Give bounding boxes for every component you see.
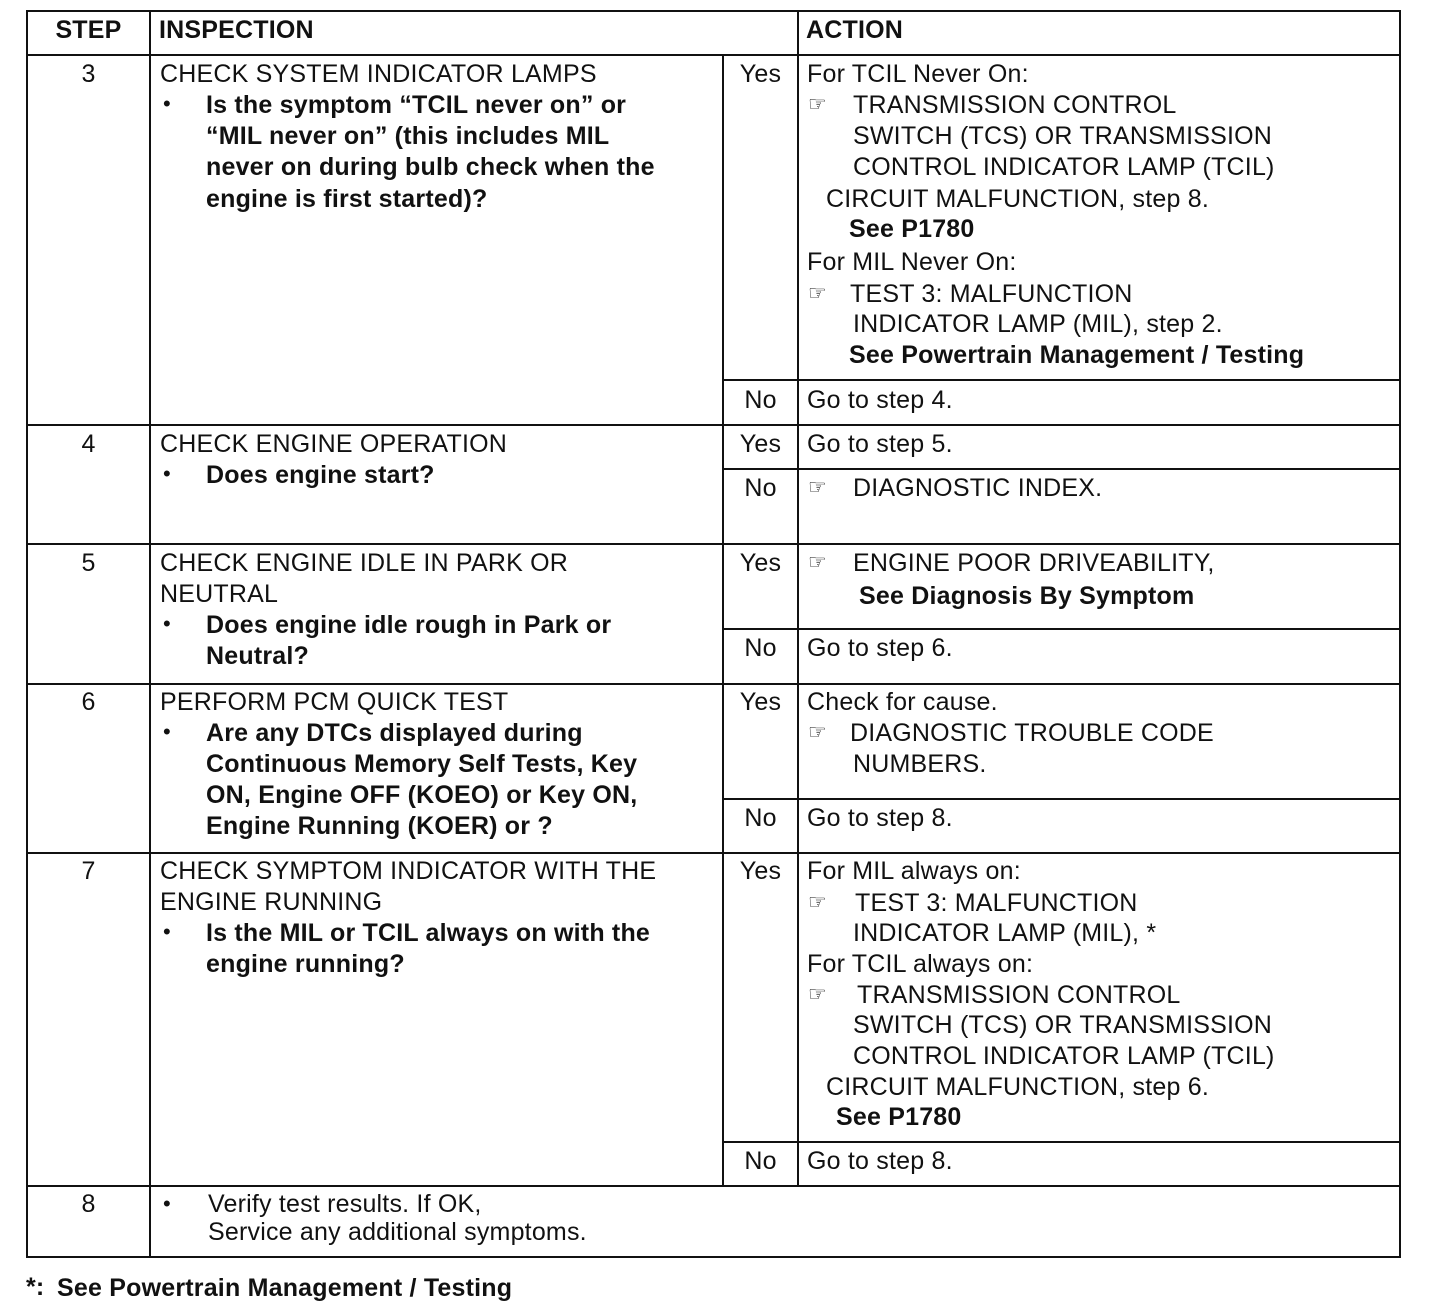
step-number: 7 bbox=[81, 857, 96, 885]
inspection-question: Does engine idle rough in Park or bbox=[206, 611, 612, 639]
action-text: For MIL always on: bbox=[807, 857, 1021, 885]
action-text: ENGINE POOR DRIVEABILITY, bbox=[853, 549, 1215, 577]
pointing-hand-icon: ☞ bbox=[808, 551, 827, 574]
pointing-hand-icon: ☞ bbox=[808, 891, 827, 914]
action-text: Go to step 6. bbox=[807, 634, 953, 662]
header-action: ACTION bbox=[806, 16, 904, 44]
bullet-icon: • bbox=[163, 719, 171, 744]
yes-label: Yes bbox=[739, 688, 782, 716]
inspection-question: ON, Engine OFF (KOEO) or Key ON, bbox=[206, 781, 638, 809]
table-border-left bbox=[26, 10, 28, 1258]
action-text: TEST 3: MALFUNCTION bbox=[850, 280, 1133, 308]
row-divider bbox=[26, 54, 1401, 56]
bullet-icon: • bbox=[163, 461, 171, 486]
action-text: INDICATOR LAMP (MIL), * bbox=[853, 919, 1157, 947]
action-text: DIAGNOSTIC TROUBLE CODE bbox=[850, 719, 1214, 747]
action-text: Go to step 5. bbox=[807, 430, 953, 458]
row-divider bbox=[26, 1185, 1401, 1187]
table-border-bottom bbox=[26, 1256, 1401, 1258]
no-label: No bbox=[744, 474, 777, 502]
action-text: Check for cause. bbox=[807, 688, 998, 716]
action-text: SWITCH (TCS) OR TRANSMISSION bbox=[853, 1011, 1273, 1039]
no-label: No bbox=[744, 804, 777, 832]
inspection-title: CHECK SYMPTOM INDICATOR WITH THE bbox=[160, 857, 657, 885]
yes-label: Yes bbox=[739, 430, 782, 458]
action-text: Go to step 8. bbox=[807, 804, 953, 832]
pointing-hand-icon: ☞ bbox=[808, 721, 827, 744]
yes-label: Yes bbox=[739, 549, 782, 577]
action-text: TRANSMISSION CONTROL bbox=[857, 981, 1181, 1009]
inspection-text: Verify test results. If OK, bbox=[208, 1190, 482, 1218]
inspection-question: Is the symptom “TCIL never on” or bbox=[206, 91, 627, 119]
footnote-mark: *: bbox=[26, 1273, 45, 1301]
pointing-hand-icon: ☞ bbox=[808, 476, 827, 499]
action-text: SWITCH (TCS) OR TRANSMISSION bbox=[853, 122, 1273, 150]
action-text: Go to step 4. bbox=[807, 386, 953, 414]
inspection-text: Service any additional symptoms. bbox=[208, 1218, 587, 1246]
bullet-icon: • bbox=[163, 91, 171, 116]
bullet-icon: • bbox=[163, 611, 171, 636]
header-step: STEP bbox=[55, 16, 122, 44]
footnote-text: See Powertrain Management / Testing bbox=[57, 1274, 513, 1302]
inspection-title: PERFORM PCM QUICK TEST bbox=[160, 688, 509, 716]
row-divider bbox=[26, 852, 1401, 854]
action-text: DIAGNOSTIC INDEX. bbox=[853, 474, 1103, 502]
step-number: 6 bbox=[81, 688, 96, 716]
table-border-right bbox=[1399, 10, 1401, 1258]
yes-label: Yes bbox=[739, 857, 782, 885]
header-inspection: INSPECTION bbox=[159, 16, 314, 44]
inspection-question: “MIL never on” (this includes MIL bbox=[206, 122, 610, 150]
inspection-title: CHECK ENGINE IDLE IN PARK OR bbox=[160, 549, 568, 577]
action-text: CONTROL INDICATOR LAMP (TCIL) bbox=[853, 1042, 1275, 1070]
inspection-question: Is the MIL or TCIL always on with the bbox=[206, 919, 651, 947]
row-divider bbox=[722, 379, 1401, 381]
no-label: No bbox=[744, 1147, 777, 1175]
row-divider bbox=[26, 543, 1401, 545]
inspection-title: CHECK ENGINE OPERATION bbox=[160, 430, 508, 458]
yes-label: Yes bbox=[739, 60, 782, 88]
row-divider bbox=[26, 683, 1401, 685]
action-text: CONTROL INDICATOR LAMP (TCIL) bbox=[853, 153, 1275, 181]
pointing-hand-icon: ☞ bbox=[808, 93, 827, 116]
column-divider bbox=[149, 10, 151, 1258]
inspection-title: NEUTRAL bbox=[160, 580, 279, 608]
column-divider bbox=[797, 10, 799, 1187]
inspection-question: Neutral? bbox=[206, 642, 310, 670]
table-border-top bbox=[26, 10, 1401, 12]
action-text: For TCIL always on: bbox=[807, 950, 1034, 978]
action-text: NUMBERS. bbox=[853, 750, 987, 778]
row-divider bbox=[722, 468, 1401, 470]
row-divider bbox=[722, 1141, 1401, 1143]
pointing-hand-icon: ☞ bbox=[808, 983, 827, 1006]
row-divider bbox=[26, 424, 1401, 426]
action-reference: See P1780 bbox=[836, 1103, 962, 1131]
inspection-title: ENGINE RUNNING bbox=[160, 888, 383, 916]
action-text: INDICATOR LAMP (MIL), step 2. bbox=[853, 310, 1223, 338]
action-text: CIRCUIT MALFUNCTION, step 8. bbox=[826, 185, 1209, 213]
inspection-title: CHECK SYSTEM INDICATOR LAMPS bbox=[160, 60, 597, 88]
action-text: Go to step 8. bbox=[807, 1147, 953, 1175]
step-number: 3 bbox=[81, 60, 96, 88]
step-number: 5 bbox=[81, 549, 96, 577]
inspection-question: Continuous Memory Self Tests, Key bbox=[206, 750, 638, 778]
row-divider bbox=[722, 628, 1401, 630]
inspection-question: engine running? bbox=[206, 950, 405, 978]
no-label: No bbox=[744, 386, 777, 414]
inspection-question: engine is first started)? bbox=[206, 185, 488, 213]
row-divider bbox=[722, 798, 1401, 800]
action-text: CIRCUIT MALFUNCTION, step 6. bbox=[826, 1073, 1209, 1101]
action-text: For MIL Never On: bbox=[807, 248, 1017, 276]
inspection-question: never on during bulb check when the bbox=[206, 153, 655, 181]
action-reference: See Diagnosis By Symptom bbox=[859, 582, 1195, 610]
column-divider bbox=[722, 54, 724, 1187]
inspection-question: Engine Running (KOER) or ? bbox=[206, 812, 553, 840]
bullet-icon: • bbox=[163, 1191, 171, 1216]
action-text: For TCIL Never On: bbox=[807, 60, 1029, 88]
bullet-icon: • bbox=[163, 919, 171, 944]
step-number: 4 bbox=[81, 430, 96, 458]
step-number: 8 bbox=[81, 1190, 96, 1218]
pointing-hand-icon: ☞ bbox=[808, 282, 827, 305]
inspection-question: Are any DTCs displayed during bbox=[206, 719, 583, 747]
action-reference: See Powertrain Management / Testing bbox=[849, 341, 1305, 369]
action-text: TRANSMISSION CONTROL bbox=[853, 91, 1177, 119]
action-reference: See P1780 bbox=[849, 215, 975, 243]
action-text: TEST 3: MALFUNCTION bbox=[855, 889, 1138, 917]
no-label: No bbox=[744, 634, 777, 662]
inspection-question: Does engine start? bbox=[206, 461, 435, 489]
